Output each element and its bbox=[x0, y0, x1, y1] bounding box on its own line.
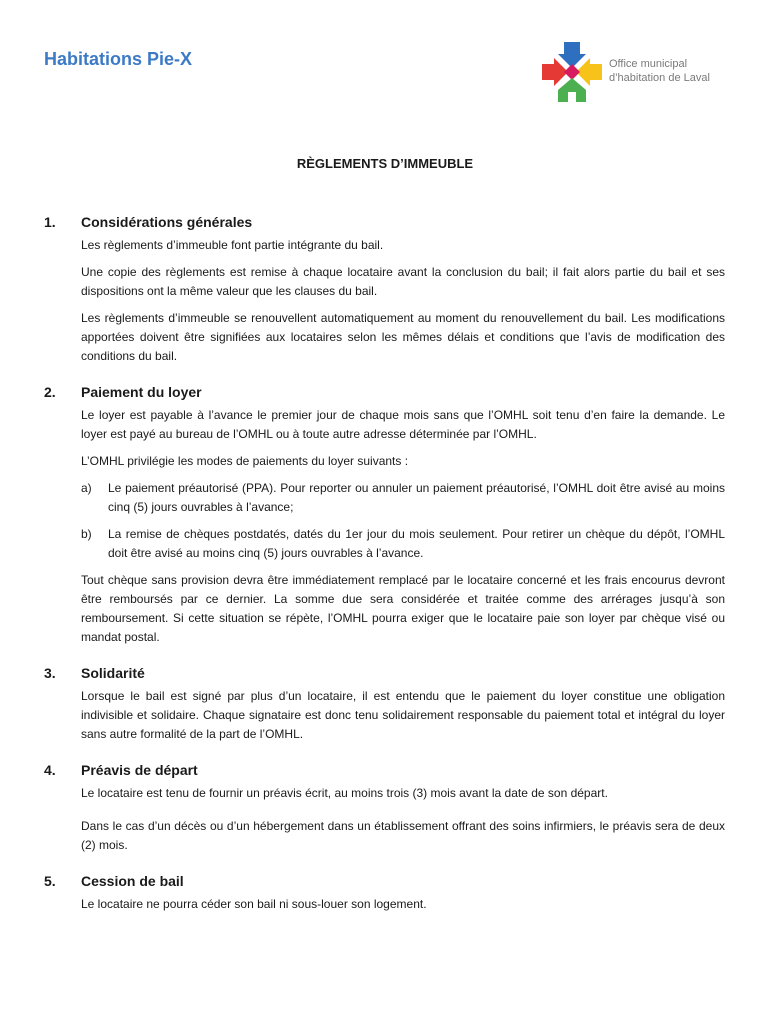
section-number: 3. bbox=[44, 665, 56, 681]
brand-name: Habitations Pie-X bbox=[44, 49, 193, 69]
paragraph: Tout chèque sans provision devra être immédiatement remplacé par le locataire concerné et les frais encourus devront être remboursés par ce dernier. La somme due sera considérée et traitée comme des arrérages jusqu’à son remboursement. Si cette situation se répète, l’OMHL pourra exiger que le locataire paie son loyer par chèque visé ou mandat postal. bbox=[81, 573, 725, 644]
omhl-logo-icon bbox=[540, 40, 604, 104]
list-text: Le paiement préautorisé (PPA). Pour reporter ou annuler un paiement préautorisé, l’OMHL doit être avisé au moins cinq (5) jours ouvrables à l’avance; bbox=[108, 481, 725, 514]
section-3 bbox=[44, 665, 725, 744]
section-number: 5. bbox=[44, 873, 56, 889]
document-body bbox=[44, 214, 725, 932]
section-heading: Solidarité bbox=[81, 665, 145, 681]
list-item bbox=[81, 525, 725, 563]
paragraph: Le locataire ne pourra céder son bail ni sous-louer son logement. bbox=[81, 897, 427, 911]
section-2 bbox=[44, 384, 725, 647]
section-number: 2. bbox=[44, 384, 56, 400]
paragraph: Les règlements d’immeuble font partie intégrante du bail. bbox=[81, 238, 384, 252]
section-heading: Paiement du loyer bbox=[81, 384, 202, 400]
logo-text bbox=[609, 58, 710, 85]
page-title: RÈGLEMENTS D’IMMEUBLE bbox=[296, 156, 474, 171]
section-heading: Préavis de départ bbox=[81, 762, 198, 778]
logo-line-1: Office municipal bbox=[609, 58, 688, 70]
logo-line-2: d’habitation de Laval bbox=[609, 71, 710, 84]
section-number: 4. bbox=[44, 762, 56, 778]
list-marker: a) bbox=[81, 481, 92, 495]
paragraph: L’OMHL privilégie les modes de paiements du loyer suivants : bbox=[81, 454, 409, 468]
section-heading: Cession de bail bbox=[81, 873, 184, 889]
list-item bbox=[81, 479, 725, 517]
section-heading: Considérations générales bbox=[81, 214, 253, 230]
paragraph: Dans le cas d’un décès ou d’un hébergement dans un établissement offrant des soins infirmiers, le préavis sera de deux (2) mois. bbox=[81, 819, 725, 852]
section-4 bbox=[44, 762, 725, 855]
section-5 bbox=[44, 873, 725, 914]
list-text: La remise de chèques postdatés, datés du 1er jour du mois seulement. Pour retirer un chèque du dépôt, l’OMHL doit être avisé au moins cinq (5) jours ouvrables à l’avance. bbox=[108, 527, 725, 560]
list-marker: b) bbox=[81, 527, 92, 541]
paragraph: Une copie des règlements est remise à chaque locataire avant la conclusion du bail; il fait alors partie du bail et ses dispositions ont la même valeur que les clauses du bail. bbox=[81, 265, 725, 298]
section-1 bbox=[44, 214, 725, 366]
paragraph: Les règlements d’immeuble se renouvellent automatiquement au moment du renouvellement du bail. Les modifications apportées doivent être signifiées aux locataires selon les mêmes délais et conditions que l’avis de modification des conditions du bail. bbox=[81, 311, 725, 363]
paragraph: Le loyer est payable à l’avance le premier jour de chaque mois sans que l’OMHL soit tenu d’en faire la demande. Le loyer est payé au bureau de l’OMHL ou à toute autre adresse déterminée par l’OMHL. bbox=[81, 408, 725, 441]
paragraph: Lorsque le bail est signé par plus d’un locataire, il est entendu que le paiement du loyer constitue une obligation indivisible et solidaire. Chaque signataire est donc tenu solidairement responsable du paiement total et intégral du loyer sans autre formalité de la part de l’OMHL. bbox=[81, 689, 725, 741]
section-number: 1. bbox=[44, 214, 56, 230]
paragraph: Le locataire est tenu de fournir un préavis écrit, au moins trois (3) mois avant la date de son départ. bbox=[81, 786, 608, 800]
